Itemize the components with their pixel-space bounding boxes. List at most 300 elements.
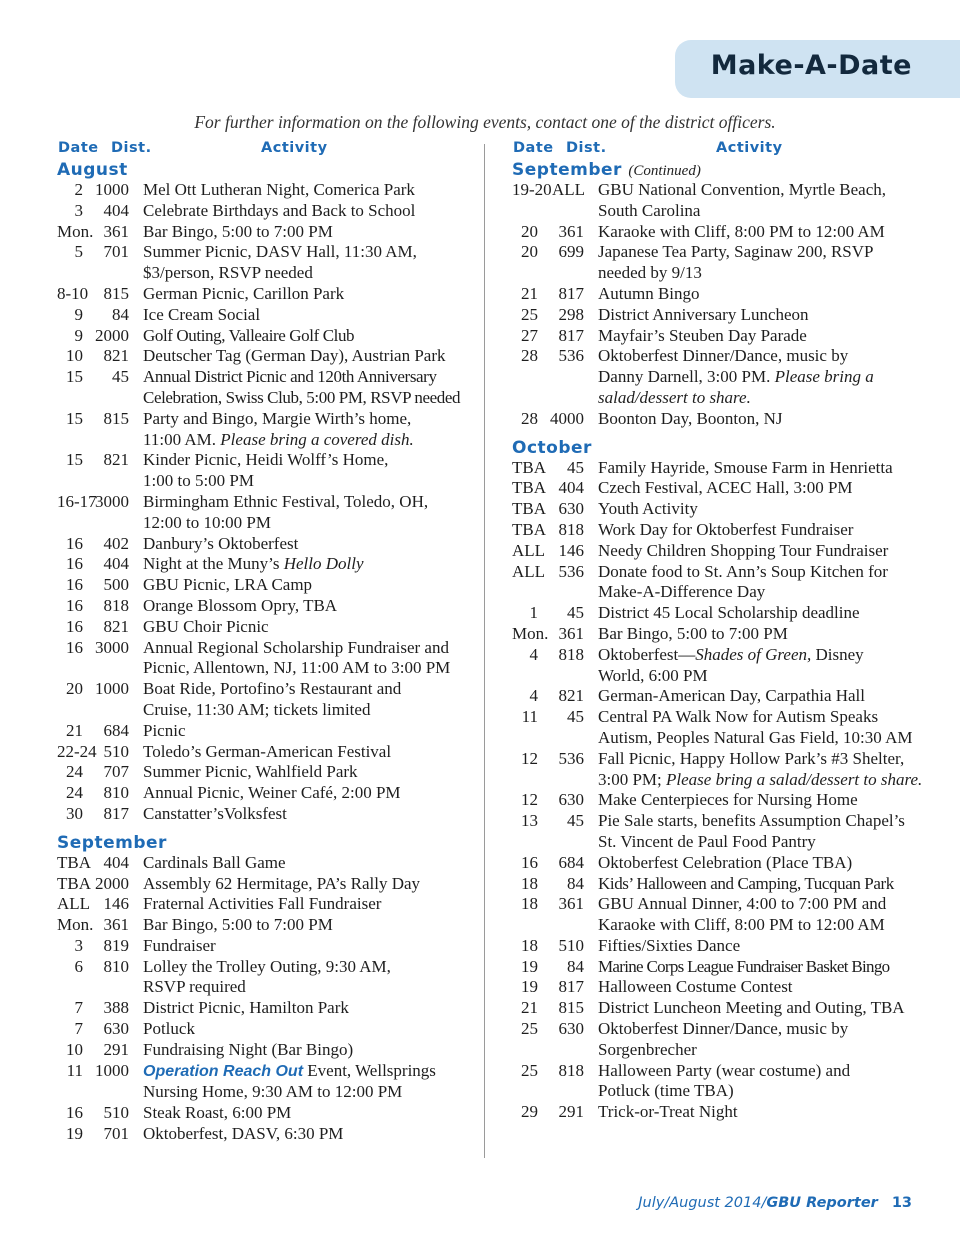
activity-text: Celebrate Birthdays and Back to School [143,200,416,220]
month-heading [512,160,932,180]
event-row [512,1019,932,1061]
event-activity [598,686,932,707]
event-dist: 630 [558,499,584,519]
activity-line-1-text: GBU Annual Dinner, 4:00 to 7:00 PM and [598,894,887,914]
activity-text: Trick-or-Treat Night [598,1102,738,1122]
event-activity [143,1040,477,1061]
event-activity [143,853,477,874]
activity-text: Work Day for Oktoberfest Fundraiser [598,519,854,539]
header-date: Date [58,140,99,156]
activity-text: Autumn Bingo [598,283,700,303]
event-row [57,284,477,305]
activity-line-2 [598,832,932,853]
left-column [57,140,477,1145]
event-row [512,499,932,520]
activity-text: Boonton Day, Boonton, NJ [598,408,783,428]
activity-text: Make Centerpieces for Nursing Home [598,790,858,810]
event-activity [598,242,932,284]
event-dist: 684 [558,852,584,872]
activity-line-1-text: Annual Regional Scholarship Fundraiser and [143,637,449,657]
event-date: 16 [66,575,83,595]
activity-line-2-text: Nursing Home, 9:30 AM to 12:00 PM [143,1082,403,1102]
activity-line-1 [598,811,932,832]
month-heading [57,160,477,180]
event-date: 16 [66,554,83,574]
event-date: 18 [521,935,538,955]
event-activity [598,707,932,749]
event-dist: 701 [103,242,129,262]
event-activity [598,1102,932,1123]
activity-line-1 [143,1061,477,1083]
event-date: 11 [66,1060,83,1080]
event-dist: 818 [558,519,584,539]
event-date: 9 [74,325,83,345]
event-activity [143,409,477,451]
event-dist: 291 [103,1039,129,1059]
event-row [512,874,932,895]
event-date: 25 [521,1060,538,1080]
activity-line-2 [143,700,477,721]
event-row [57,1019,477,1040]
event-dist: 402 [103,533,129,553]
event-date: 7 [74,1019,83,1039]
month-label: August [57,160,128,180]
event-activity [598,346,932,408]
activity-text: Fundraiser [143,935,216,955]
activity-text: Bar Bingo, 5:00 to 7:00 PM [143,221,333,241]
event-row [512,180,932,222]
event-activity [598,499,932,520]
event-activity [143,575,477,596]
month-heading [57,833,477,853]
event-activity [598,541,932,562]
header-dist: Dist. [111,140,152,156]
event-date: 27 [521,325,538,345]
activity-line-2 [598,1040,932,1061]
event-date: 21 [66,720,83,740]
event-date: 10 [66,346,83,366]
event-activity [598,222,932,243]
event-date: TBA [57,873,91,893]
event-activity [143,534,477,555]
event-activity [598,853,932,874]
event-date: 19-20 [512,180,552,199]
event-row [57,1103,477,1124]
footer-publication: GBU Reporter [766,1195,878,1211]
event-date: ALL [512,561,546,581]
event-row [512,409,932,430]
page-footer [638,1195,912,1211]
event-activity [598,957,932,978]
event-activity [143,284,477,305]
activity-line-1 [598,562,932,583]
activity-line-1 [598,180,932,201]
event-date: 5 [74,242,83,262]
event-date: 21 [521,283,538,303]
section-gap [512,430,932,438]
event-date: 24 [66,783,83,803]
event-row [57,1061,477,1104]
event-date: 4 [529,644,538,664]
footer-issue: July/August 2014/ [638,1195,767,1211]
activity-line-2-text: Autism, Peoples Natural Gas Field, 10:30 AM [598,727,913,747]
event-date: TBA [512,478,546,498]
activity-text: Fraternal Activities Fall Fundraiser [143,894,382,914]
activity-line-2 [598,367,932,388]
event-dist: 2000 [95,873,129,893]
event-dist: 291 [558,1102,584,1122]
event-activity [143,596,477,617]
activity-line-1 [598,242,932,263]
event-row [512,936,932,957]
activity-line-1 [143,409,477,430]
event-row [512,242,932,284]
event-activity [143,1061,477,1104]
event-dist: 510 [103,741,129,761]
event-dist: 84 [112,304,129,324]
month-heading [512,438,932,458]
event-dist: 45 [567,457,584,477]
activity-line-2-text: Celebration, Swiss Club, 5:00 PM, RSVP needed [143,387,461,407]
activity-text: Orange Blossom Opry, TBA [143,595,338,615]
activity-line-3-italic: salad/dessert to share. [598,387,751,407]
activity-line-1-text: Lolley the Trolley Outing, 9:30 AM, [143,956,391,976]
event-date: 24 [66,762,83,782]
activity-line-2-italic: Please bring a covered dish. [220,429,414,449]
activity-line-2-text: 12:00 to 10:00 PM [143,512,271,532]
activity-text: Annual Picnic, Weiner Café, 2:00 PM [143,783,401,803]
activity-text: Steak Roast, 6:00 PM [143,1103,292,1123]
activity-line-2-text: 3:00 PM; [598,769,662,789]
event-date: 8-10 [57,283,89,303]
activity-text: Assembly 62 Hermitage, PA’s Rally Day [143,873,421,893]
activity-text: GBU Picnic, LRA Camp [143,575,313,595]
activity-line-2-text: St. Vincent de Paul Food Pantry [598,831,816,851]
event-activity [598,645,932,687]
activity-line-1 [143,957,477,978]
event-date: 19 [66,1124,83,1144]
event-row [57,450,477,492]
event-date: 29 [521,1102,538,1122]
activity-line-1-text: Halloween Party (wear costume) and [598,1060,851,1080]
activity-line-1-text: GBU National Convention, Myrtle Beach, [598,180,887,199]
section-gap [57,825,477,833]
event-dist: 821 [103,616,129,636]
event-dist: 510 [558,935,584,955]
activity-line-1-text: Event, Wellsprings [307,1060,436,1080]
activity-text: Golf Outing, Valleaire Golf Club [143,325,355,345]
event-row [57,367,477,409]
activity-line-2 [598,1081,932,1102]
activity-text: Karaoke with Cliff, 8:00 PM to 12:00 AM [598,221,885,241]
activity-text: District Picnic, Hamilton Park [143,998,349,1018]
event-row [57,1124,477,1145]
event-activity [143,804,477,825]
event-dist: 699 [558,242,584,262]
header-date: Date [513,140,554,156]
event-dist: 815 [558,998,584,1018]
event-activity [143,1019,477,1040]
activity-line-1-text: Party and Bingo, Margie Wirth’s home, [143,408,412,428]
event-dist: 2000 [95,325,129,345]
event-row [57,554,477,575]
event-activity [143,1103,477,1124]
event-dist: 821 [103,346,129,366]
activity-line-1 [598,1019,932,1040]
event-activity [143,242,477,284]
event-dist: 3000 [95,637,129,657]
event-activity [598,305,932,326]
event-date: 3 [74,200,83,220]
intro-text: For further information on the following events, contact one of the district officers. [194,112,776,132]
event-row [512,811,932,853]
event-row [57,638,477,680]
event-date: 20 [521,242,538,262]
event-dist: 818 [103,595,129,615]
activity-line-1 [598,707,932,728]
event-row [57,575,477,596]
event-date: 1 [529,603,538,623]
event-date: 18 [521,894,538,914]
event-date: 20 [521,221,538,241]
page-title: Make-A-Date [710,50,912,81]
event-activity [143,679,477,721]
activity-line-1 [598,894,932,915]
activity-text: Bar Bingo, 5:00 to 7:00 PM [598,623,788,643]
activity-line-1-text: Pie Sale starts, benefits Assumption Chapel’s [598,811,905,831]
activity-text: Kids’ Halloween and Camping, Tucquan Park [598,873,894,893]
activity-line-2-text: 11:00 AM. [143,429,217,449]
event-row [512,1061,932,1103]
event-activity [598,936,932,957]
event-dist: 361 [558,623,584,643]
event-date: 6 [74,956,83,976]
activity-text: Oktoberfest Celebration (Place TBA) [598,852,853,872]
event-dist: 707 [103,762,129,782]
event-row [57,242,477,284]
activity-text: District 45 Local Scholarship deadline [598,603,860,623]
event-row [512,977,932,998]
event-activity [598,562,932,604]
event-date: 15 [66,367,83,387]
event-activity [143,554,477,575]
event-dist: 536 [558,561,584,581]
event-dist: 810 [103,956,129,976]
activity-text: Halloween Costume Contest [598,977,793,997]
event-dist: 630 [558,790,584,810]
activity-text: Mayfair’s Steuben Day Parade [598,325,807,345]
event-row [57,1040,477,1061]
activity-line-1 [143,450,477,471]
event-dist: 84 [567,873,584,893]
month-label: September [57,832,167,853]
month-label: September [512,160,622,180]
event-date: 15 [66,450,83,470]
event-activity [143,305,477,326]
event-date: 25 [521,304,538,324]
activity-line-2-text: Danny Darnell, 3:00 PM. [598,367,771,387]
activity-line-1-text: Oktoberfest Dinner/Dance, music by [598,1019,849,1039]
event-dist: 500 [103,575,129,595]
activity-text: Cardinals Ball Game [143,852,286,872]
event-activity [143,638,477,680]
event-date: 16 [66,533,83,553]
event-activity [143,721,477,742]
event-activity [598,1061,932,1103]
activity-text: Night at the Muny’s [143,554,280,574]
activity-line-2-text: Picnic, Allentown, NJ, 11:00 AM to 3:00 PM [143,658,451,678]
column-divider [484,144,485,1158]
event-row [57,180,477,201]
activity-line-1-text: Oktoberfest— [598,644,696,664]
activity-text: Bar Bingo, 5:00 to 7:00 PM [143,915,333,935]
event-dist: 1000 [95,1060,129,1080]
activity-line-2 [143,263,477,284]
event-row [57,679,477,721]
event-row [57,804,477,825]
event-date: Mon. [512,623,549,643]
event-row [512,790,932,811]
event-date: 16 [66,637,83,657]
event-dist: 3000 [95,491,129,511]
event-dist: ALL [552,180,586,199]
event-dist: 404 [103,200,129,220]
event-row [512,957,932,978]
activity-line-2 [143,388,477,409]
activity-line-1-text: Central PA Walk Now for Autism Speaks [598,707,879,727]
activity-line-2 [143,658,477,679]
activity-line-2-text: South Carolina [598,200,701,220]
event-row [57,492,477,534]
event-date: TBA [512,457,546,477]
event-row [512,346,932,408]
event-activity [598,874,932,895]
event-date: ALL [512,540,546,560]
activity-line-2 [143,977,477,998]
activity-line-1 [598,645,932,666]
event-dist: 818 [558,644,584,664]
event-date: Mon. [57,221,94,241]
event-activity [143,346,477,367]
event-row [512,458,932,479]
event-activity [598,478,932,499]
right-column [512,140,932,1123]
activity-line-1 [143,242,477,263]
event-date: TBA [57,852,91,872]
event-dist: 4000 [550,408,584,428]
event-date: 4 [529,686,538,706]
event-row [57,617,477,638]
event-row [57,783,477,804]
event-row [57,222,477,243]
event-dist: 819 [103,935,129,955]
event-date: 25 [521,1019,538,1039]
event-row [57,874,477,895]
event-row [512,853,932,874]
event-date: 30 [66,803,83,823]
activity-line-1 [143,679,477,700]
activity-line-1-italic: Shades of Green, [695,644,812,664]
event-dist: 404 [103,852,129,872]
event-dist: 810 [103,783,129,803]
column-header [57,140,477,160]
event-activity [143,180,477,201]
event-activity [143,874,477,895]
activity-line-2-text: Potluck (time TBA) [598,1081,734,1101]
event-row [512,541,932,562]
event-dist: 404 [103,554,129,574]
event-row [57,534,477,555]
event-date: 19 [521,956,538,976]
activity-line-2-text: Cruise, 11:30 AM; tickets limited [143,699,371,719]
activity-text: District Anniversary Luncheon [598,304,809,324]
activity-line-1-text: Boat Ride, Portofino’s Restaurant and [143,679,402,699]
event-dist: 817 [558,325,584,345]
activity-line-2 [598,915,932,936]
event-dist: 536 [558,346,584,366]
activity-line-2 [598,666,932,687]
event-activity [598,603,932,624]
event-date: 12 [521,790,538,810]
event-dist: 1000 [95,679,129,699]
header-dist: Dist. [566,140,607,156]
event-row [57,409,477,451]
activity-line-1 [598,749,932,770]
activity-line-3 [598,388,932,409]
event-activity [143,936,477,957]
event-activity [598,180,932,222]
event-activity [598,977,932,998]
activity-line-2-text: Make-A-Difference Day [598,582,766,602]
event-dist: 1000 [95,180,129,199]
event-activity [143,915,477,936]
event-row [512,305,932,326]
event-date: ALL [57,894,91,914]
event-date: 18 [521,873,538,893]
month-label: October [512,437,592,458]
event-dist: 630 [103,1019,129,1039]
event-activity [143,617,477,638]
activity-text: District Luncheon Meeting and Outing, TBA [598,998,905,1018]
event-date: 3 [74,935,83,955]
event-dist: 361 [103,221,129,241]
activity-line-1-text: Japanese Tea Party, Saginaw 200, RSVP [598,242,874,262]
event-activity [143,492,477,534]
activity-text: Mel Ott Lutheran Night, Comerica Park [143,180,415,199]
activity-line-1 [143,367,477,388]
activity-text: Toledo’s German-American Festival [143,741,392,761]
event-activity [143,201,477,222]
event-dist: 821 [103,450,129,470]
event-row [512,998,932,1019]
activity-text: Marine Corps League Fundraiser Basket Bingo [598,956,890,976]
event-dist: 45 [567,811,584,831]
event-date: 2 [74,180,83,199]
event-date: 7 [74,998,83,1018]
event-activity [598,326,932,347]
event-date: 16 [66,595,83,615]
event-activity [143,367,477,409]
event-dist: 818 [558,1060,584,1080]
event-dist: 815 [103,283,129,303]
activity-text: Youth Activity [598,499,698,519]
event-date: TBA [512,519,546,539]
event-row [57,201,477,222]
event-activity [598,409,932,430]
event-row [57,721,477,742]
activity-line-2-text: World, 6:00 PM [598,665,708,685]
event-row [512,894,932,936]
